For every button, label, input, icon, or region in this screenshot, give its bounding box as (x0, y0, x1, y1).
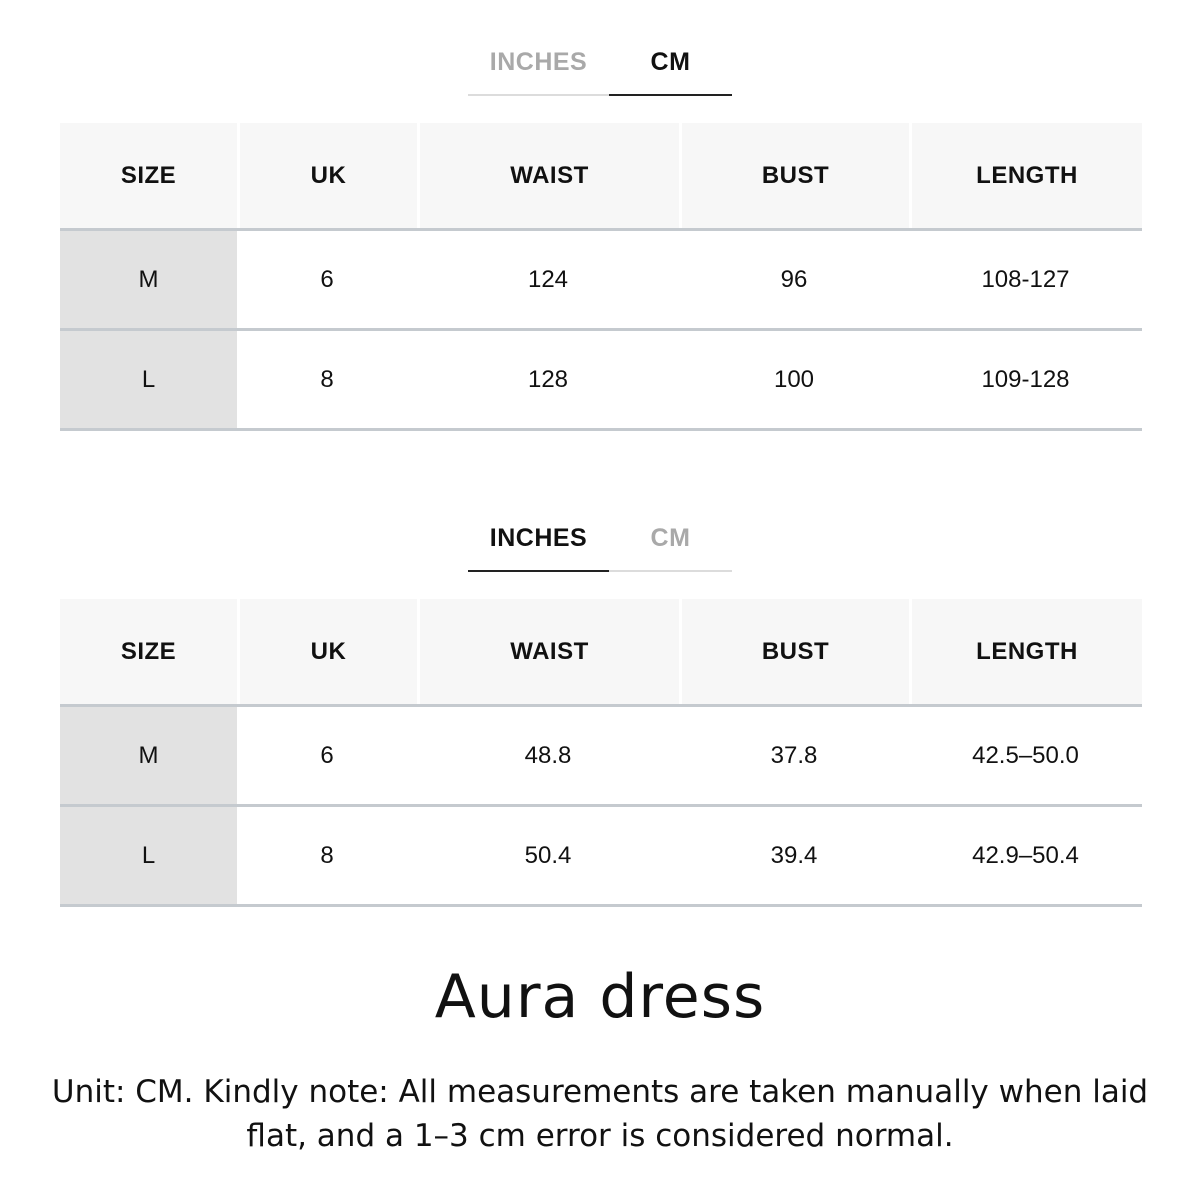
header-uk: UK (237, 599, 417, 704)
cell-length: 42.5–50.0 (972, 741, 1079, 769)
cell-size: M (60, 231, 237, 328)
cell-waist: 128 (527, 365, 569, 393)
cell-length: 108-127 (981, 265, 1070, 293)
product-title: Aura dress (434, 962, 766, 1032)
table-row (60, 331, 1142, 431)
size-table (60, 599, 1142, 907)
header-waist: WAIST (417, 123, 679, 228)
size-table (60, 123, 1142, 431)
table-row (60, 231, 1142, 331)
tab-inches[interactable]: INCHES (468, 516, 609, 572)
cell-length: 109-128 (981, 365, 1070, 393)
header-uk: UK (237, 123, 417, 228)
table-header-row (60, 599, 1142, 707)
cell-uk: 8 (320, 841, 334, 869)
cell-size: L (60, 331, 237, 428)
tab-cm[interactable]: CM (609, 516, 732, 572)
unit-tabs (468, 516, 732, 572)
header-length: LENGTH (909, 599, 1142, 704)
cell-waist: 48.8 (524, 741, 572, 769)
cell-length: 42.9–50.4 (972, 841, 1079, 869)
cell-waist: 50.4 (524, 841, 572, 869)
cell-bust: 96 (780, 265, 808, 293)
cell-bust: 37.8 (770, 741, 818, 769)
tab-cm[interactable]: CM (609, 40, 732, 96)
table-row (60, 807, 1142, 907)
header-size: SIZE (120, 161, 177, 189)
tab-inches[interactable]: INCHES (468, 40, 609, 96)
table-header-row (60, 123, 1142, 231)
header-bust: BUST (679, 599, 909, 704)
cell-uk: 6 (320, 265, 334, 293)
cell-size: M (60, 707, 237, 804)
cell-bust: 100 (773, 365, 815, 393)
header-bust: BUST (679, 123, 909, 228)
cell-size: L (60, 807, 237, 904)
cell-uk: 8 (320, 365, 334, 393)
cell-waist: 124 (527, 265, 569, 293)
header-size: SIZE (120, 637, 177, 665)
header-length: LENGTH (909, 123, 1142, 228)
unit-tabs (468, 40, 732, 96)
cell-bust: 39.4 (770, 841, 818, 869)
table-row (60, 707, 1142, 807)
measurement-note: Unit: CM. Kindly note: All measurements are taken manually when laid flat, and a 1–3 cm error is considered normal. (51, 1074, 1149, 1154)
cell-uk: 6 (320, 741, 334, 769)
header-waist: WAIST (417, 599, 679, 704)
